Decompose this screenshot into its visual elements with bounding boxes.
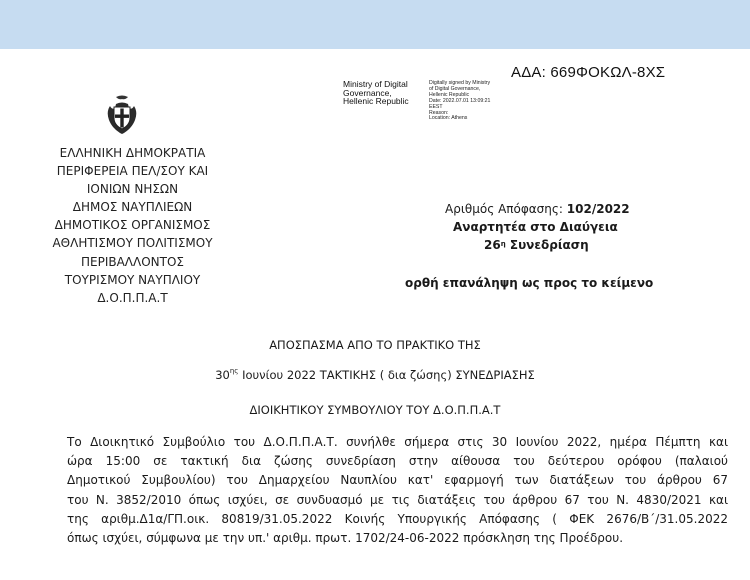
body-line: ώρα 15:00 σε τακτική δια ζώσης συνεδρίαση στην αίθουσα του δεύτερου ορόφου (παλαιού [67, 454, 728, 469]
decision-info [445, 200, 655, 252]
authority-line: ΕΛΛΗΝΙΚΗ ΔΗΜΟΚΡΑΤΙΑ [59, 146, 206, 160]
authority-line: ΠΕΡΙΦΕΡΕΙΑ ΠΕΛ/ΣΟΥ ΚΑΙ [56, 164, 209, 179]
body-line: της αριθμ.Δ1α/ΓΠ.οικ. 80819/31.05.2022 Κοινής Υπουργικής Απόφασης ( ΦΕΚ 2676/Β΄/31.05.2022 [67, 511, 728, 526]
signature-detail-line: Hellenic Republic [429, 91, 470, 98]
signature-detail-line: Reason: [429, 109, 449, 116]
body-line: όπως ισχύει, σύμφωνα με την υπ.' αριθμ. πρωτ. 1702/24-06-2022 πρόσκληση της Προέδρου. [67, 531, 624, 546]
session-word: Συνεδρίαση [505, 238, 589, 252]
signature-detail-line: of Digital Governance, [429, 85, 481, 92]
excerpt-heading: ΑΠΟΣΠΑΣΜΑ ΑΠΟ ΤΟ ΠΡΑΚΤΙΚΟ ΤΗΣ [269, 338, 481, 352]
session-heading-sup: ης [229, 367, 239, 375]
signer-line: Governance, [343, 87, 392, 98]
ada-code: ΑΔΑ: 669ΦΟΚΩΛ-8ΧΣ [511, 64, 666, 81]
viewer-top-bar [0, 0, 750, 49]
body-line: Το Διοικητικό Συμβούλιο του Δ.Ο.Π.Π.Α.Τ. συνήλθε σήμερα στις 30 Ιουνίου 2022, ημέρα Πέμπτη και [67, 435, 728, 449]
board-heading: ΔΙΟΙΚΗΤΙΚΟΥ ΣΥΜΒΟΥΛΙΟΥ ΤΟΥ Δ.Ο.Π.Π.Α.Τ [249, 403, 501, 417]
signer-line: Hellenic Republic [343, 96, 409, 107]
minutes-body-paragraph [67, 433, 728, 548]
digital-signature-details [429, 81, 524, 122]
decision-number [445, 200, 655, 218]
decision-number-label: Αριθμός Απόφασης: [445, 202, 567, 216]
session-heading-rest: Ιουνίου 2022 ΤΑΚΤΙΚΗΣ ( δια ζώσης) ΣΥΝΕΔΡΙΑΣΗΣ [238, 368, 535, 382]
session-number [484, 236, 589, 254]
signature-detail-line: Location: Athens [429, 115, 468, 122]
issuing-authority [30, 144, 235, 307]
session-num: 26 [484, 238, 501, 252]
body-line: Δημοτικού Συμβουλίου) του Δημαρχείου Ναυπλίου κατ' εφαρμογή των διατάξεων του άρθρου 67 [67, 473, 728, 488]
authority-line: ΔΗΜΟΤΙΚΟΣ ΟΡΓΑΝΙΣΜΟΣ [54, 218, 211, 233]
authority-line: ΠΕΡΙΒΑΛΛΟΝΤΟΣ [80, 254, 185, 269]
signer-line: Ministry of Digital [343, 79, 408, 89]
authority-line: ΙΟΝΙΩΝ ΝΗΣΩΝ [86, 182, 179, 197]
authority-line: Δ.Ο.Π.Π.Α.Τ [97, 290, 168, 305]
correction-note: ορθή επανάληψη ως προς το κείμενο [405, 276, 654, 290]
signature-detail-line: Digitally signed by Ministry [429, 80, 491, 86]
session-sup: η [500, 240, 506, 248]
session-heading [0, 368, 750, 382]
authority-line: ΔΗΜΟΣ ΝΑΥΠΛΙΕΩΝ [72, 200, 193, 215]
authority-line: ΤΟΥΡΙΣΜΟΥ ΝΑΥΠΛΙΟΥ [64, 272, 201, 287]
authority-line: ΑΘΛΗΤΙΣΜΟΥ ΠΟΛΙΤΙΣΜΟΥ [52, 236, 213, 251]
posting-note: Αναρτητέα στο Διαύγεια [453, 220, 618, 234]
digital-signature-signer [343, 80, 427, 106]
decision-number-value: 102/2022 [566, 202, 630, 216]
signature-detail-line: EEST [429, 103, 443, 110]
signature-detail-line: Date: 2022.07.01 13:09:21 [429, 97, 491, 104]
session-heading-num: 30 [215, 368, 230, 382]
body-line: του Ν. 3852/2010 όπως ισχύει, σε συνδυασμό με τις διατάξεις του άρθρου 67 του Ν. 4830/2021 και [67, 492, 728, 507]
hellenic-republic-emblem-icon [104, 94, 140, 136]
